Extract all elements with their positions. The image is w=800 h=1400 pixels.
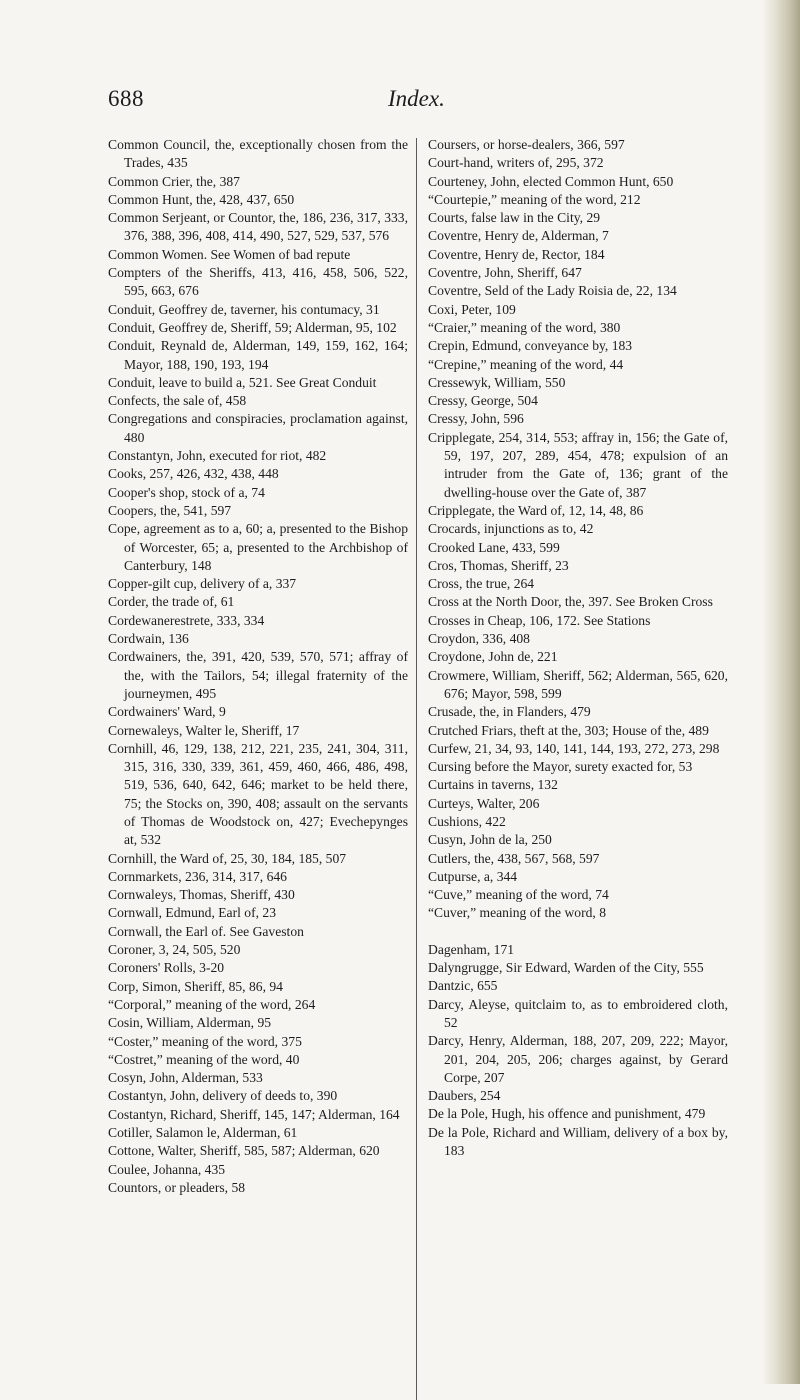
index-entry: Congregations and conspiracies, proclamation against, 480: [108, 411, 408, 445]
index-entry: Countors, or pleaders, 58: [108, 1179, 246, 1195]
index-entry: Conduit, Geoffrey de, Sheriff, 59; Alderman, 95, 102: [108, 319, 397, 335]
index-entry: Cornewaleys, Walter le, Sheriff, 17: [108, 722, 300, 738]
index-entry: Coursers, or horse-dealers, 366, 597: [428, 137, 625, 152]
index-entry: “Corporal,” meaning of the word, 264: [108, 996, 316, 1012]
index-entry: Cressy, George, 504: [428, 393, 538, 409]
index-entry: Cripplegate, the Ward of, 12, 14, 48, 86: [428, 502, 644, 518]
index-entry: Cressy, John, 596: [428, 411, 524, 427]
page-header: [108, 86, 728, 120]
index-entry: Cooper's shop, stock of a, 74: [108, 484, 265, 500]
index-entry: Confects, the sale of, 458: [108, 393, 247, 409]
index-entry: Dagenham, 171: [428, 941, 515, 957]
index-entry: Coroner, 3, 24, 505, 520: [108, 942, 241, 958]
index-entry: Crusade, the, in Flanders, 479: [428, 704, 591, 720]
index-entry: Cornhill, 46, 129, 138, 212, 221, 235, 241, 304, 311, 315, 316, 330, 339, 361, 459, 460, 466, 486, 498, 519, 536, 640, 642, 646; market to be held there, 75; the Stocks on, 390, 408; assault on the servants of Thomas de Woodstock on, 427; Evechepynges at, 532: [108, 740, 408, 848]
index-entry: “Costret,” meaning of the word, 40: [108, 1051, 300, 1067]
index-entry: Cordewanerestrete, 333, 334: [108, 612, 265, 628]
index-entry: Cornwall, the Earl of. See Gaveston: [108, 923, 304, 939]
index-entry: Common Serjeant, or Countor, the, 186, 236, 317, 333, 376, 388, 396, 408, 414, 490, 527, 529, 537, 576: [108, 210, 408, 244]
index-entry: Conduit, Geoffrey de, taverner, his contumacy, 31: [108, 301, 380, 317]
index-entry: Costantyn, John, delivery of deeds to, 390: [108, 1088, 338, 1104]
index-entry: Darcy, Henry, Alderman, 188, 207, 209, 222; Mayor, 201, 204, 205, 206; charges against, by Gerard Corpe, 207: [428, 1033, 728, 1085]
index-entry: Cripplegate, 254, 314, 553; affray in, 156; the Gate of, 59, 197, 207, 289, 454, 478; expulsion of an intruder from the Gate of, 136; grant of the dwelling-house over the Gate of, 387: [428, 429, 728, 500]
index-entry: Dalyngrugge, Sir Edward, Warden of the City, 555: [428, 960, 704, 976]
index-entry: Cutpurse, a, 344: [428, 868, 518, 884]
index-entry: Croydone, John de, 221: [428, 649, 558, 665]
index-entry: Coventre, Seld of the Lady Roisia de, 22, 134: [428, 283, 677, 299]
index-entry: Crowmere, William, Sheriff, 562; Alderman, 565, 620, 676; Mayor, 598, 599: [428, 667, 728, 701]
index-entry: Crosses in Cheap, 106, 172. See Stations: [428, 612, 651, 628]
index-entry: Cursing before the Mayor, surety exacted for, 53: [428, 759, 693, 775]
index-entry: Crooked Lane, 433, 599: [428, 539, 560, 555]
index-entry: Cosin, William, Alderman, 95: [108, 1015, 272, 1031]
index-entry: De la Pole, Richard and William, delivery of a box by, 183: [428, 1124, 728, 1159]
index-entry: Courts, false law in the City, 29: [428, 210, 601, 226]
index-entry: Cordwainers' Ward, 9: [108, 704, 226, 720]
index-entry: Common Crier, the, 387: [108, 173, 240, 189]
index-entry: Constantyn, John, executed for riot, 482: [108, 448, 327, 464]
index-entry: Cotiller, Salamon le, Alderman, 61: [108, 1125, 298, 1141]
index-entry: Coventre, John, Sheriff, 647: [428, 265, 582, 281]
index-entry: Darcy, Aleyse, quitclaim to, as to embroidered cloth, 52: [428, 996, 728, 1030]
page-edge-shadow: [762, 0, 800, 1384]
index-entry: Cressewyk, William, 550: [428, 374, 566, 390]
index-entry: Cornwaleys, Thomas, Sheriff, 430: [108, 887, 295, 903]
index-entry: “Craier,” meaning of the word, 380: [428, 319, 621, 335]
index-entry: Curteys, Walter, 206: [428, 795, 540, 811]
index-entry: Corp, Simon, Sheriff, 85, 86, 94: [108, 978, 283, 994]
index-entry: Curfew, 21, 34, 93, 140, 141, 144, 193, 272, 273, 298: [428, 740, 720, 756]
index-entry: Curtains in taverns, 132: [428, 777, 558, 793]
index-entry: Cutlers, the, 438, 567, 568, 597: [428, 850, 600, 866]
running-title: Index.: [388, 86, 445, 111]
index-entry: Dantzic, 655: [428, 978, 498, 994]
index-entry: Compters of the Sheriffs, 413, 416, 458, 506, 522, 595, 663, 676: [108, 265, 408, 299]
index-entry: Corder, the trade of, 61: [108, 594, 235, 610]
index-entry: Coroners' Rolls, 3-20: [108, 960, 225, 976]
index-entry: Common Hunt, the, 428, 437, 650: [108, 191, 295, 207]
index-entry: Cornwall, Edmund, Earl of, 23: [108, 905, 277, 921]
column-divider: [416, 138, 417, 1400]
index-entry: “Cuve,” meaning of the word, 74: [428, 887, 609, 903]
index-entry: Croydon, 336, 408: [428, 631, 530, 647]
index-entry: Copper-gilt cup, delivery of a, 337: [108, 576, 297, 592]
index-entry: Courteney, John, elected Common Hunt, 650: [428, 173, 674, 189]
index-column-left: [108, 136, 408, 1197]
index-column-right: [428, 136, 728, 1160]
index-entry: Cottone, Walter, Sheriff, 585, 587; Alderman, 620: [108, 1143, 380, 1159]
index-entry: Cros, Thomas, Sheriff, 23: [428, 557, 569, 573]
index-entry: Cornhill, the Ward of, 25, 30, 184, 185, 507: [108, 850, 347, 866]
index-entry: “Cuver,” meaning of the word, 8: [428, 905, 607, 921]
index-entry: “Coster,” meaning of the word, 375: [108, 1033, 302, 1049]
index-entry: Coulee, Johanna, 435: [108, 1161, 226, 1177]
index-entry: Coxi, Peter, 109: [428, 301, 516, 317]
index-entry: Coventre, Henry de, Rector, 184: [428, 246, 605, 262]
index-entry: Coventre, Henry de, Alderman, 7: [428, 228, 609, 244]
index-entry: De la Pole, Hugh, his offence and punishment, 479: [428, 1106, 706, 1122]
index-entry: Cusyn, John de la, 250: [428, 832, 552, 848]
index-entry: Conduit, leave to build a, 521. See Great Conduit: [108, 374, 377, 390]
index-entry: Common Council, the, exceptionally chosen from the Trades, 435: [108, 137, 408, 171]
index-entry: Cordwain, 136: [108, 631, 189, 647]
index-entry: Cushions, 422: [428, 813, 506, 829]
index-entry: Crocards, injunctions as to, 42: [428, 521, 594, 537]
index-entry: Cross, the true, 264: [428, 576, 535, 592]
index-entry: Cross at the North Door, the, 397. See Broken Cross: [428, 594, 713, 610]
index-entry: Costantyn, Richard, Sheriff, 145, 147; Alderman, 164: [108, 1106, 400, 1122]
index-entry: Crutched Friars, theft at the, 303; House of the, 489: [428, 722, 709, 738]
letter-section-gap: [428, 923, 728, 941]
page-number: 688: [108, 86, 144, 111]
index-entry: Cornmarkets, 236, 314, 317, 646: [108, 868, 287, 884]
index-entry: Coopers, the, 541, 597: [108, 502, 232, 518]
index-entry: Cosyn, John, Alderman, 533: [108, 1070, 263, 1086]
index-entry: “Courtepie,” meaning of the word, 212: [428, 191, 641, 207]
index-entry: Common Women. See Women of bad repute: [108, 246, 351, 262]
index-entry: Cordwainers, the, 391, 420, 539, 570, 571; affray of the, with the Tailors, 54; illegal fraternity of the journeymen, 495: [108, 649, 408, 701]
index-entry: “Crepine,” meaning of the word, 44: [428, 356, 624, 372]
index-entry: Crepin, Edmund, conveyance by, 183: [428, 338, 633, 354]
index-entry: Conduit, Reynald de, Alderman, 149, 159, 162, 164; Mayor, 188, 190, 193, 194: [108, 338, 408, 372]
index-entry: Court-hand, writers of, 295, 372: [428, 155, 604, 171]
index-entry: Daubers, 254: [428, 1088, 501, 1104]
index-entry: Cope, agreement as to a, 60; a, presented to the Bishop of Worcester, 65; a, presented to the Archbishop of Canterbury, 148: [108, 521, 408, 573]
index-entry: Cooks, 257, 426, 432, 438, 448: [108, 466, 279, 482]
